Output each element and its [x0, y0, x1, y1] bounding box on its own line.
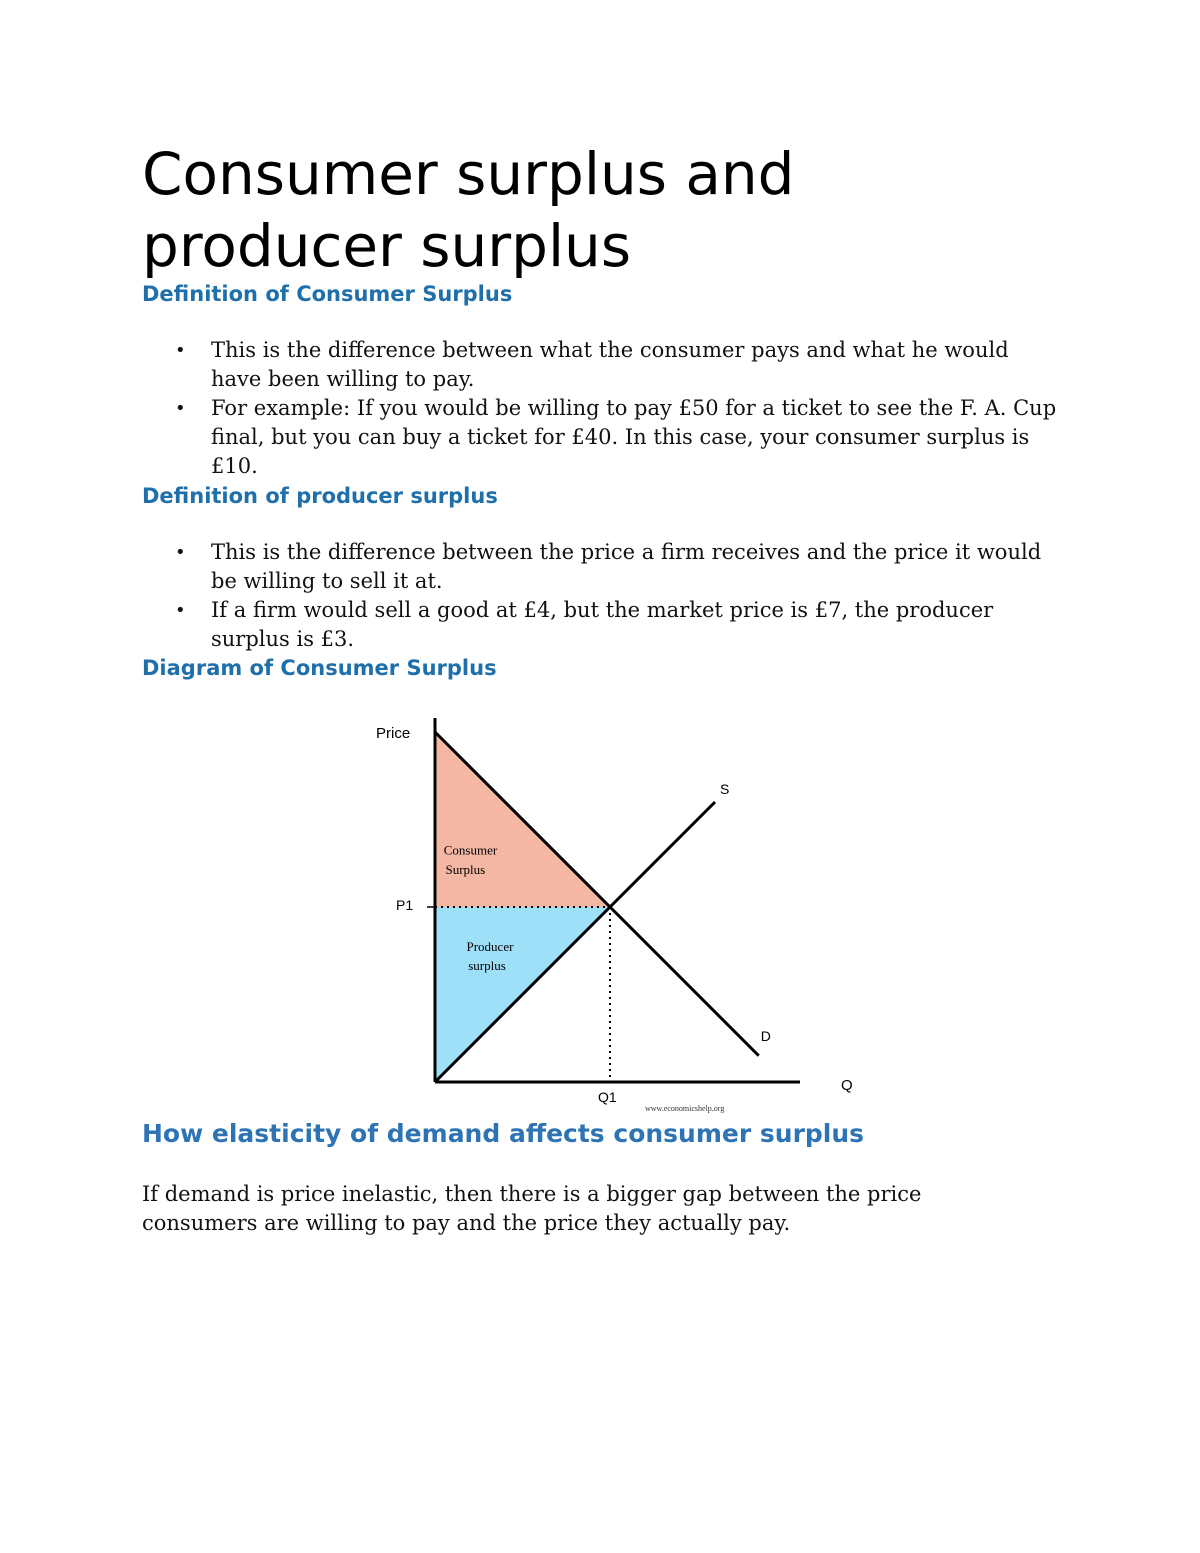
list-item-text: This is the difference between what the consumer pays and what he would have been willing to pay.: [211, 338, 1009, 391]
list-item-text: This is the difference between the price a firm receives and the price it would be willing to sell it at.: [211, 540, 1042, 593]
producer-surplus-label: Producer: [466, 938, 514, 954]
consumer-surplus-bullet-list: [160, 336, 1060, 481]
list-item-text: For example: If you would be willing to pay £50 for a ticket to see the F. A. Cup final, but you can buy a ticket for £40. In this case, your consumer surplus is £10.: [211, 396, 1057, 478]
page-title: Consumer surplus and producer surplus: [142, 140, 795, 280]
bullet-icon: •: [175, 600, 186, 621]
list-item: [160, 336, 1060, 394]
producer-surplus-bullet-list: [160, 538, 1060, 654]
list-item: [160, 596, 1060, 654]
supply-curve-label: S: [720, 781, 730, 797]
list-item-text: If a firm would sell a good at £4, but the market price is £7, the producer surplus is £3.: [211, 598, 994, 651]
surplus-diagram: [360, 710, 853, 1120]
y-axis-label: Price: [376, 725, 411, 742]
demand-curve-label: D: [760, 1027, 771, 1044]
x-axis-label: Q: [841, 1077, 853, 1094]
list-item: [160, 394, 1060, 481]
heading-diagram: Diagram of Consumer Surplus: [142, 656, 497, 680]
p1-tick-label: P1: [396, 897, 414, 913]
heading-consumer-surplus-definition: Definition of Consumer Surplus: [142, 282, 513, 306]
surplus-diagram-svg: [360, 710, 853, 1120]
q1-tick-label: Q1: [598, 1089, 617, 1105]
bullet-icon: •: [175, 542, 186, 563]
producer-surplus-label: surplus: [468, 958, 506, 973]
consumer-surplus-label: Surplus: [445, 861, 486, 877]
watermark-text: www.economicshelp.org: [645, 1104, 725, 1113]
bullet-icon: •: [175, 340, 186, 361]
bullet-icon: •: [175, 398, 186, 419]
heading-elasticity: How elasticity of demand affects consumer surplus: [142, 1119, 865, 1148]
elasticity-paragraph: If demand is price inelastic, then there is a bigger gap between the price consumers are willing to pay and the price they actually pay.: [142, 1182, 922, 1235]
consumer-surplus-label: Consumer: [443, 842, 498, 858]
heading-producer-surplus-definition: Definition of producer surplus: [142, 484, 498, 508]
list-item: [160, 538, 1060, 596]
